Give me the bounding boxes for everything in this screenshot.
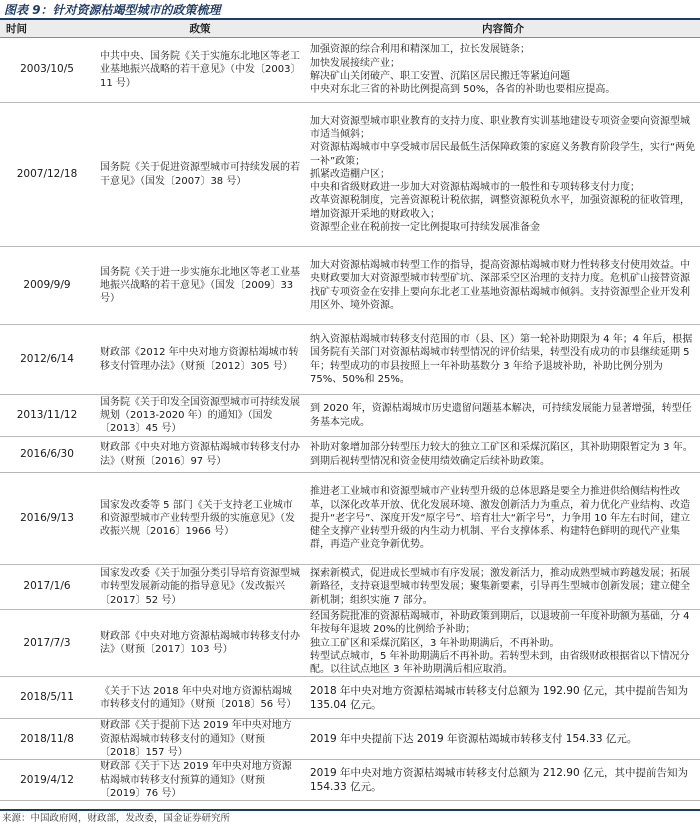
row-content xyxy=(306,38,700,103)
row-date: 2013/11/12 xyxy=(0,395,94,437)
content-line: 解决矿山关闭破产、职工安置、沉陷区居民搬迁等紧迫问题 xyxy=(310,71,570,82)
content-line: 2019 年中央提前下达 2019 年资源枯竭城市转移支付 154.33 亿元。 xyxy=(310,733,638,746)
table-row xyxy=(0,437,700,473)
row-date: 2019/4/12 xyxy=(0,760,94,801)
row-date: 2016/6/30 xyxy=(0,437,94,473)
policy-table xyxy=(0,20,700,801)
content-line: 中央和省级财政进一步加大对资源枯竭城市的一般性和专项转移支付力度； xyxy=(310,182,640,194)
row-content xyxy=(306,719,700,760)
row-date: 2016/9/13 xyxy=(0,473,94,565)
row-content xyxy=(306,473,700,565)
row-date: 2007/12/18 xyxy=(0,103,94,247)
row-content xyxy=(306,247,700,325)
table-row xyxy=(0,565,700,610)
table-header-row xyxy=(0,20,700,38)
row-policy: 财政部《关于下达 2019 年中央对地方资源枯竭城市转移支付预算的通知》（财预〔2019〕76 号） xyxy=(94,760,306,801)
table-row xyxy=(0,38,700,103)
header-policy: 政策 xyxy=(94,20,306,38)
content-line: 纳入资源枯竭城市转移支付范围的市（县、区）第一轮补助期限为 4 年；4 年后，根据国务院有关部门对资源枯竭城市转型情况的评价结果，转型没有成功的市县继续延期 5 年；转型成功的市县按照上一年补助基数分 3 年给予退坡补助，补助比例分别为 75%、50%和 25%。 xyxy=(310,333,693,385)
content-line: 资源型企业在税前按一定比例提取可持续发展准备金 xyxy=(310,222,540,234)
header-time: 时间 xyxy=(0,20,94,38)
table-row xyxy=(0,610,700,677)
row-content xyxy=(306,565,700,610)
content-line: 中央对东北三省的补助比例提高到 50%，各省的补助也要相应提高。 xyxy=(310,84,616,96)
table-row xyxy=(0,760,700,801)
table-row xyxy=(0,395,700,437)
row-content xyxy=(306,103,700,247)
row-content xyxy=(306,760,700,801)
table-row xyxy=(0,719,700,760)
content-line: 推进老工业城市和资源型城市产业转型升级的总体思路是要全力推进供给侧结构性改革，以深化改革开放、优化发展环境、激发创新活力为重点，着力优化产业结构、改造提升“老字号”、深度开发“原字号”、培育壮大“新字号”，力争用 10 年左右时间，建立健全支撑产业转型升级的内生动力机制、平台支撑体系、构建特色鲜明的现代产业集群，再造产业竞争新优势。 xyxy=(310,486,691,551)
content-line: 改革资源税制度，完善资源税计税依据，调整资源税负水平，加强资源税的征收管理，增加资源开采地的财政收入； xyxy=(310,195,690,220)
row-policy: 国务院《关于印发全国资源型城市可持续发展规划（2013-2020 年）的通知》（国发〔2013〕45 号） xyxy=(94,395,306,437)
content-line: 对资源枯竭城市中享受城市居民最低生活保障政策的家庭义务教育阶段学生，实行“两免一补”政策； xyxy=(310,142,696,167)
row-policy: 《关于下达 2018 年中央对地方资源枯竭城市转移支付的通知》（财预〔2018〕56 号） xyxy=(94,677,306,719)
content-line: 补助对象增加部分转型压力较大的独立工矿区和采煤沉陷区，其补助期限暂定为 3 年。到期后视转型情况和资金使用绩效确定后续补助政策。 xyxy=(310,442,693,467)
content-line: 转型试点城市，5 年补助期满后不再补助。若转型未到，由省级财政根据省以下情况分配。以往试点地区 3 年补助期满后相应取消。 xyxy=(310,650,690,676)
row-policy: 财政部《中央对地方资源枯竭城市转移支付办法》（财预〔2017〕103 号） xyxy=(94,610,306,677)
row-policy: 财政部《中央对地方资源枯竭城市转移支付办法》（财预〔2016〕97 号） xyxy=(94,437,306,473)
content-line: 加大对资源枯竭城市转型工作的指导，提高资源枯竭城市财力性转移支付使用效益。中央财政要加大对资源型城市转型矿坑、深部采空区治理的支持力度。危机矿山接替资源找矿专项资金在安排上要向东北老工业基地资源枯竭城市倾斜。支持资源型企业开发利用区外、境外资源。 xyxy=(310,259,690,311)
row-policy: 国家发改委《关于加强分类引导培育资源型城市转型发展新动能的指导意见》（发改振兴〔2017〕52 号） xyxy=(94,565,306,610)
source-note: 来源：中国政府网，财政部，发改委，国金证券研究所 xyxy=(0,809,700,825)
content-line: 探索新模式，促进成长型城市有序发展；激发新活力，推动成熟型城市跨越发展；拓展新路径，支持衰退型城市转型发展；聚集新要素，引导再生型城市创新发展；建立健全新机制；组织实施 7 部分。 xyxy=(310,568,690,606)
row-date: 2012/6/14 xyxy=(0,325,94,395)
row-date: 2017/7/3 xyxy=(0,610,94,677)
table-row xyxy=(0,325,700,395)
row-date: 2018/11/8 xyxy=(0,719,94,760)
content-line: 抓紧改造棚户区； xyxy=(310,168,390,180)
row-date: 2017/1/6 xyxy=(0,565,94,610)
table-row xyxy=(0,103,700,247)
table-body xyxy=(0,38,700,801)
figure-title: 图表 9：针对资源枯竭型城市的政策梳理 xyxy=(0,0,700,20)
content-line: 独立工矿区和采煤沉陷区，3 年补助期满后，不再补助。 xyxy=(310,637,560,649)
row-date: 2018/5/11 xyxy=(0,677,94,719)
table-row xyxy=(0,473,700,565)
row-policy: 国务院《关于促进资源型城市可持续发展的若干意见》（国发〔2007〕38 号） xyxy=(94,103,306,247)
content-line: 2018 年中央对地方资源枯竭城市转移支付总额为 192.90 亿元，其中提前告知为 135.04 亿元。 xyxy=(310,684,688,711)
row-content xyxy=(306,437,700,473)
row-policy: 国务院《关于进一步实施东北地区等老工业基地振兴战略的若干意见》（国发〔2009〕33 号） xyxy=(94,247,306,325)
row-date: 2003/10/5 xyxy=(0,38,94,103)
content-line: 加快发展接续产业； xyxy=(310,57,400,69)
content-line: 到 2020 年，资源枯竭城市历史遗留问题基本解决，可持续发展能力显著增强，转型任务基本完成。 xyxy=(310,403,692,428)
header-content: 内容简介 xyxy=(306,20,700,38)
row-content xyxy=(306,395,700,437)
row-content xyxy=(306,325,700,395)
row-content xyxy=(306,677,700,719)
row-policy: 国家发改委等 5 部门《关于支持老工业城市和资源型城市产业转型升级的实施意见》（发改振兴规〔2016〕1966 号） xyxy=(94,473,306,565)
table-row xyxy=(0,247,700,325)
row-policy: 中共中央、国务院《关于实施东北地区等老工业基地振兴战略的若干意见》（中发〔2003〕11 号） xyxy=(94,38,306,103)
content-line: 加强资源的综合利用和精深加工，拉长发展链条； xyxy=(310,44,530,56)
content-line: 经国务院批准的资源枯竭城市，补助政策到期后，以退坡前一年度补助额为基础，分 4 年按每年退坡 20%的比例给予补助； xyxy=(310,611,690,636)
content-line: 加大对资源型城市职业教育的支持力度、职业教育实训基地建设专项资金要向资源型城市适当倾斜； xyxy=(310,115,690,140)
row-date: 2009/9/9 xyxy=(0,247,94,325)
content-line: 2019 年中央对地方资源枯竭城市转移支付总额为 212.90 亿元，其中提前告知为 154.33 亿元。 xyxy=(310,767,688,794)
row-content xyxy=(306,610,700,677)
table-row xyxy=(0,677,700,719)
row-policy: 财政部《2012 年中央对地方资源枯竭城市转移支付管理办法》（财预〔2012〕305 号） xyxy=(94,325,306,395)
row-policy: 财政部《关于提前下达 2019 年中央对地方资源枯竭城市转移支付的通知》（财预〔2018〕157 号） xyxy=(94,719,306,760)
